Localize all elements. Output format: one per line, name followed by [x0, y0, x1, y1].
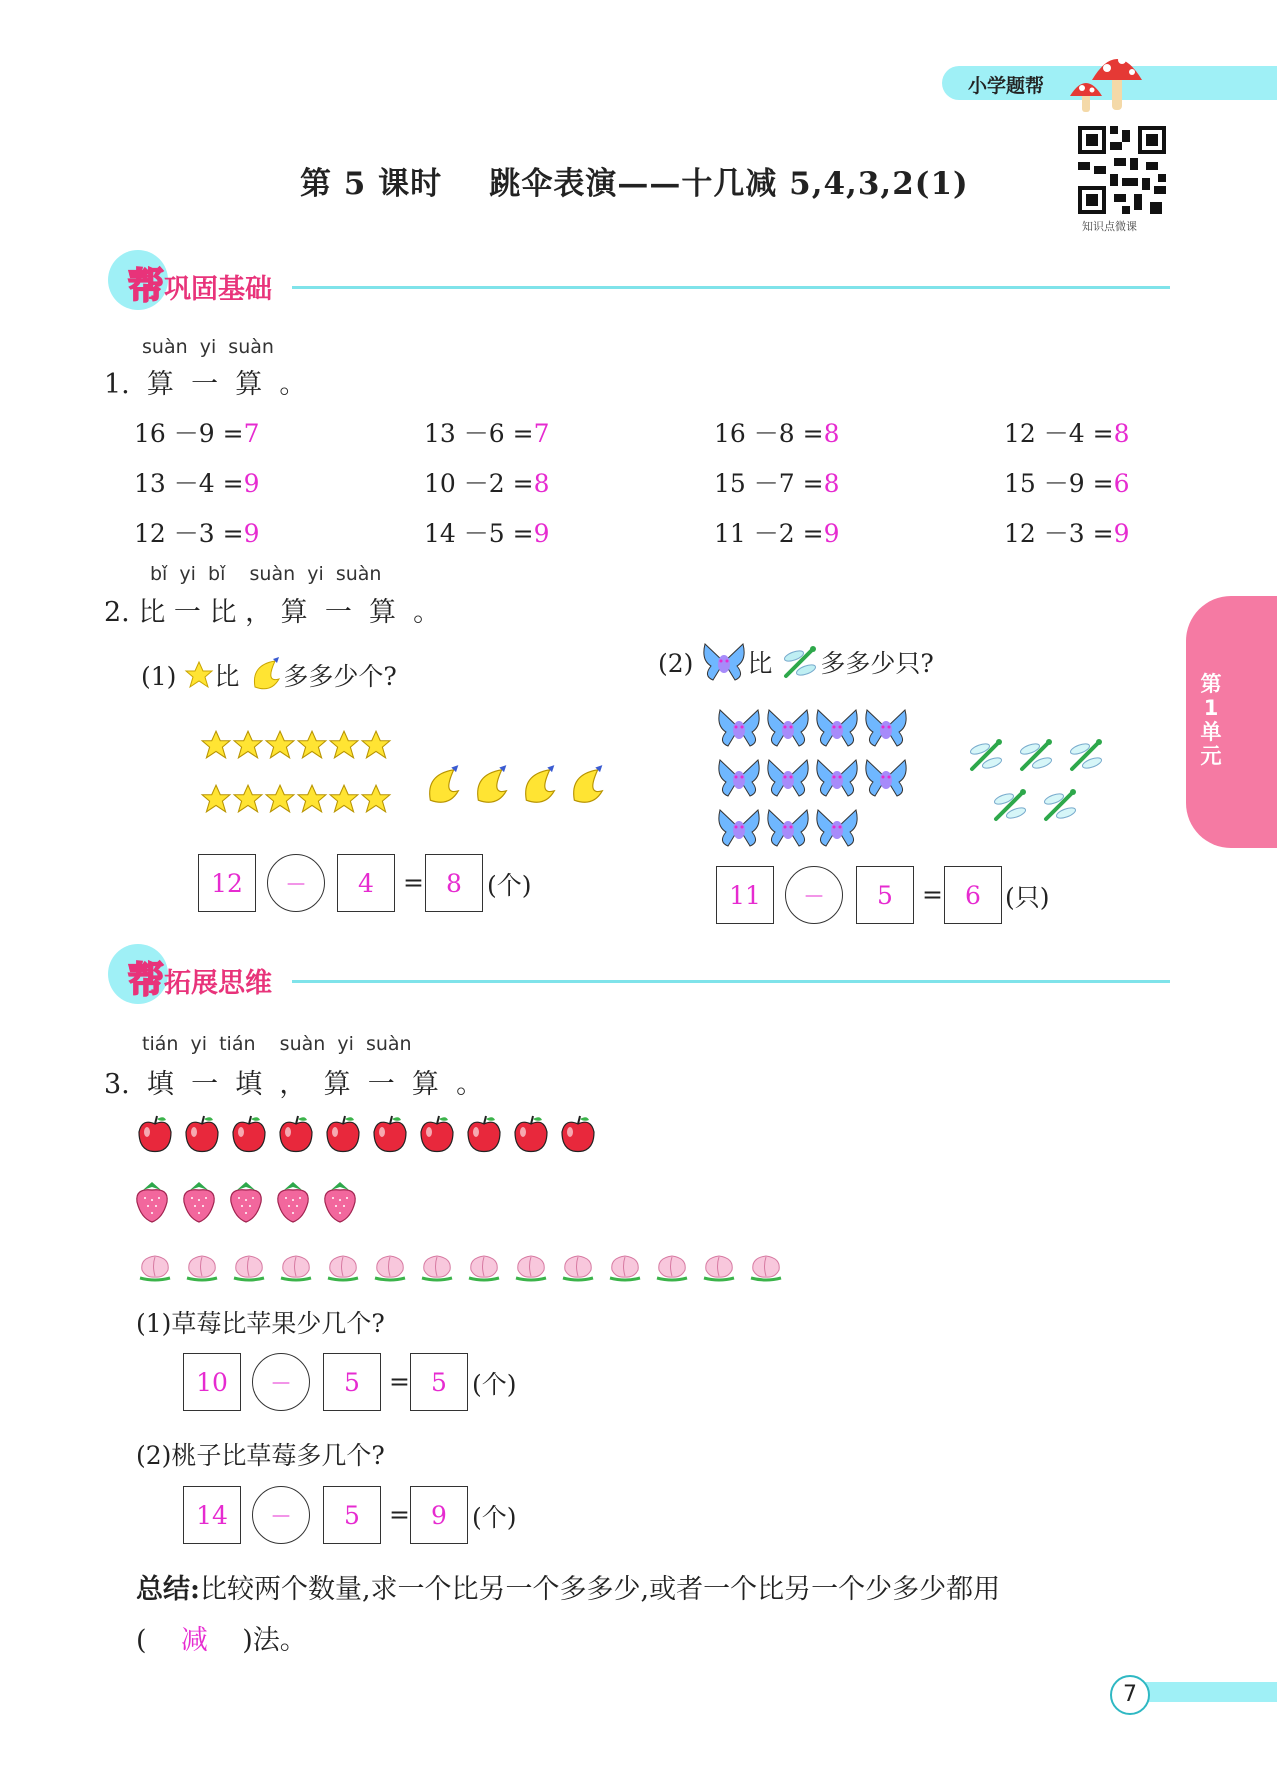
- q2-part2-unit: (只): [1005, 883, 1050, 912]
- answer-value: 8: [446, 868, 462, 898]
- dragonfly-icon: [988, 785, 1032, 825]
- star-icon: [232, 783, 264, 815]
- equals-sign: =: [403, 868, 424, 897]
- q3-part2-result-box[interactable]: [410, 1486, 468, 1544]
- section-mark: 帮: [128, 960, 165, 1001]
- q2-part1-number: (1): [141, 662, 177, 691]
- equation: [424, 514, 549, 550]
- apple-icon: [183, 1114, 221, 1154]
- peach-icon: [465, 1252, 503, 1282]
- q3-pinyin: tián yi tián suàn yi suàn: [142, 1033, 412, 1055]
- q2-part1-unit: (个): [487, 871, 532, 900]
- strawberry-icon: [180, 1178, 218, 1224]
- q2-part2-minuend-box[interactable]: [716, 866, 774, 924]
- answer-operator: －: [269, 1371, 292, 1397]
- qr-code-icon[interactable]: [1078, 126, 1166, 214]
- summary-close: )法。: [242, 1625, 307, 1656]
- lesson-topic: 跳伞表演——十几减: [489, 166, 778, 202]
- answer-value: 6: [965, 880, 981, 910]
- equation-answer[interactable]: 8: [533, 469, 550, 498]
- star-icon: [200, 729, 232, 761]
- summary-open-paren: (: [136, 1625, 147, 1656]
- answer-operator: －: [802, 884, 825, 910]
- lesson-numbers: 5,4,3,2(1): [789, 166, 969, 202]
- equation-expression: 11 －2 =: [714, 519, 824, 548]
- q3-part1-result-box[interactable]: [410, 1353, 468, 1411]
- butterfly-icon: [814, 806, 860, 850]
- summary-line: [136, 1567, 1000, 1606]
- butterfly-icon: [716, 756, 762, 800]
- equation-expression: 12 －3 =: [1004, 519, 1114, 548]
- summary-answer-line: [136, 1618, 307, 1657]
- peach-icon: [700, 1252, 738, 1282]
- peach-icon: [183, 1252, 221, 1282]
- peach-icon: [512, 1252, 550, 1282]
- q3-part2-subtrahend-box[interactable]: [323, 1486, 381, 1544]
- peach-icon: [418, 1252, 456, 1282]
- lesson-number: 第 5 课时: [300, 166, 443, 202]
- equals-sign: =: [389, 1500, 410, 1529]
- equation: [1004, 414, 1129, 450]
- q2-label: 2. 比 一 比 ， 算 一 算 。: [104, 597, 441, 628]
- equation-answer[interactable]: 9: [243, 519, 260, 548]
- butterfly-icon: [814, 706, 860, 750]
- q2-part1-bi: 比: [214, 662, 240, 691]
- equation: [424, 414, 549, 450]
- page-number: 7: [1110, 1675, 1150, 1715]
- equation-expression: 15 －9 =: [1004, 469, 1114, 498]
- peach-icon: [277, 1252, 315, 1282]
- equation-expression: 12 －3 =: [134, 519, 244, 548]
- mushroom-icon: [1062, 44, 1152, 116]
- summary-lead: 总结:: [136, 1574, 200, 1605]
- moon-icon: [517, 762, 559, 808]
- equals-sign: =: [389, 1367, 410, 1396]
- butterfly-icon: [814, 756, 860, 800]
- apple-icon: [465, 1114, 503, 1154]
- equation-expression: 13 －4 =: [134, 469, 244, 498]
- equation-answer[interactable]: 8: [823, 469, 840, 498]
- apple-icon: [418, 1114, 456, 1154]
- strawberry-icon: [274, 1178, 312, 1224]
- equation-answer[interactable]: 8: [1113, 419, 1130, 448]
- peach-icon: [136, 1252, 174, 1282]
- apple-icon: [136, 1114, 174, 1154]
- brand-name: 小学题帮: [968, 75, 1045, 97]
- section-label: 巩固基础: [164, 274, 273, 305]
- answer-value: 5: [431, 1367, 447, 1397]
- equation-expression: 12 －4 =: [1004, 419, 1114, 448]
- peach-icon: [371, 1252, 409, 1282]
- equation: [424, 464, 549, 500]
- strawberry-icon: [133, 1178, 171, 1224]
- equation: [134, 414, 259, 450]
- dragonfly-icon: [1064, 735, 1108, 775]
- peach-icon: [606, 1252, 644, 1282]
- q2-part1-rest: 多多少个?: [283, 662, 397, 691]
- q2-part2-subtrahend-box[interactable]: [856, 866, 914, 924]
- equation-expression: 13 －6 =: [424, 419, 534, 448]
- apple-icon: [512, 1114, 550, 1154]
- peach-icon: [324, 1252, 362, 1282]
- star-icon: [184, 660, 214, 690]
- equation-answer[interactable]: 6: [1113, 469, 1130, 498]
- peach-icon: [653, 1252, 691, 1282]
- apple-icon: [277, 1114, 315, 1154]
- unit-tab-label: 第1单元: [1200, 672, 1222, 768]
- star-icon: [232, 729, 264, 761]
- butterfly-icon: [863, 756, 909, 800]
- qr-caption: 知识点微课: [1082, 220, 1137, 233]
- answer-value: 5: [344, 1367, 360, 1397]
- equation-expression: 15 －7 =: [714, 469, 824, 498]
- star-icon: [360, 783, 392, 815]
- apple-icon: [230, 1114, 268, 1154]
- answer-value: 11: [729, 880, 761, 910]
- dragonfly-icon: [1014, 735, 1058, 775]
- equation-expression: 10 －2 =: [424, 469, 534, 498]
- star-icon: [264, 783, 296, 815]
- equation-answer[interactable]: 7: [243, 419, 260, 448]
- answer-value: 9: [431, 1500, 447, 1530]
- answer-value: 4: [358, 868, 374, 898]
- q2-part1-operator-circle[interactable]: [267, 854, 325, 912]
- star-icon: [296, 783, 328, 815]
- star-icon: [264, 729, 296, 761]
- apple-icon: [324, 1114, 362, 1154]
- star-icon: [328, 729, 360, 761]
- strawberry-icon: [227, 1178, 265, 1224]
- equation-expression: 16 －9 =: [134, 419, 244, 448]
- moon-icon: [565, 762, 607, 808]
- moon-icon: [421, 762, 463, 808]
- equation-answer[interactable]: 8: [823, 419, 840, 448]
- q1-pinyin: suàn yi suàn: [142, 336, 274, 358]
- q2-part1-minuend-box[interactable]: [198, 854, 256, 912]
- q2-part1-result-box[interactable]: [425, 854, 483, 912]
- peach-icon: [230, 1252, 268, 1282]
- q2-part1-question: [141, 655, 397, 693]
- equation: [714, 514, 839, 550]
- q3-part2-question: (2)桃子比草莓多几个?: [136, 1441, 385, 1470]
- peach-icon: [559, 1252, 597, 1282]
- section-title-basics: [128, 258, 272, 309]
- answer-value: 10: [196, 1367, 228, 1397]
- q2-part2-result-box[interactable]: [944, 866, 1002, 924]
- strawberry-icon: [321, 1178, 359, 1224]
- answer-value: 5: [344, 1500, 360, 1530]
- equation-expression: 16 －8 =: [714, 419, 824, 448]
- q2-part2-question: [658, 640, 934, 684]
- summary-text: 比较两个数量,求一个比另一个多多少,或者一个比另一个少多少都用: [199, 1574, 1001, 1605]
- dragonfly-icon: [1038, 785, 1082, 825]
- section-divider: [292, 980, 1170, 983]
- answer-value: 14: [196, 1500, 228, 1530]
- butterfly-icon: [701, 640, 747, 684]
- dragonfly-icon: [964, 735, 1008, 775]
- q3-part2-minuend-box[interactable]: [183, 1486, 241, 1544]
- answer-operator: －: [269, 1504, 292, 1530]
- equation-answer[interactable]: 7: [533, 419, 550, 448]
- q2-part2-operator-circle[interactable]: [785, 866, 843, 924]
- butterfly-icon: [716, 706, 762, 750]
- butterfly-icon: [716, 806, 762, 850]
- star-icon: [360, 729, 392, 761]
- section-title-extension: [128, 952, 272, 1003]
- apple-icon: [371, 1114, 409, 1154]
- equation-answer[interactable]: 9: [533, 519, 550, 548]
- q3-label: 3. 填 一 填 ， 算 一 算 。: [104, 1069, 484, 1100]
- equation: [1004, 514, 1129, 550]
- star-icon: [296, 729, 328, 761]
- summary-answer[interactable]: 减: [180, 1625, 208, 1656]
- equation-answer[interactable]: 9: [1113, 519, 1130, 548]
- answer-value: 12: [211, 868, 243, 898]
- answer-operator: －: [284, 872, 307, 898]
- equation: [134, 464, 259, 500]
- q3-part1-minuend-box[interactable]: [183, 1353, 241, 1411]
- answer-value: 5: [877, 880, 893, 910]
- q3-part1-question: (1)草莓比苹果少几个?: [136, 1309, 385, 1338]
- section-label: 拓展思维: [164, 968, 273, 999]
- equation-expression: 14 －5 =: [424, 519, 534, 548]
- dragonfly-icon: [780, 642, 820, 682]
- equation: [1004, 464, 1129, 500]
- apple-icon: [559, 1114, 597, 1154]
- equation: [714, 414, 839, 450]
- equals-sign: =: [922, 880, 943, 909]
- equation: [714, 464, 839, 500]
- equation-answer[interactable]: 9: [823, 519, 840, 548]
- section-divider: [292, 286, 1170, 289]
- q3-part2-operator-circle[interactable]: [252, 1486, 310, 1544]
- q3-part1-operator-circle[interactable]: [252, 1353, 310, 1411]
- star-icon: [328, 783, 360, 815]
- q2-part2-bi: 比: [747, 649, 773, 678]
- q3-part1-subtrahend-box[interactable]: [323, 1353, 381, 1411]
- equation-answer[interactable]: 9: [243, 469, 260, 498]
- page-title: [300, 158, 969, 203]
- q2-part2-rest: 多多少只?: [820, 649, 934, 678]
- butterfly-icon: [765, 706, 811, 750]
- equation: [134, 514, 259, 550]
- moon-icon: [469, 762, 511, 808]
- section-mark: 帮: [128, 266, 165, 307]
- q2-part2-number: (2): [658, 649, 694, 678]
- q3-part1-unit: (个): [472, 1370, 517, 1399]
- peach-icon: [747, 1252, 785, 1282]
- star-icon: [200, 783, 232, 815]
- q1-label: 1. 算 一 算 。: [104, 369, 307, 400]
- butterfly-icon: [765, 806, 811, 850]
- q2-pinyin: bǐ yi bǐ suàn yi suàn: [150, 563, 382, 585]
- butterfly-icon: [765, 756, 811, 800]
- butterfly-icon: [863, 706, 909, 750]
- moon-icon: [247, 655, 283, 693]
- q2-part1-subtrahend-box[interactable]: [337, 854, 395, 912]
- q3-part2-unit: (个): [472, 1503, 517, 1532]
